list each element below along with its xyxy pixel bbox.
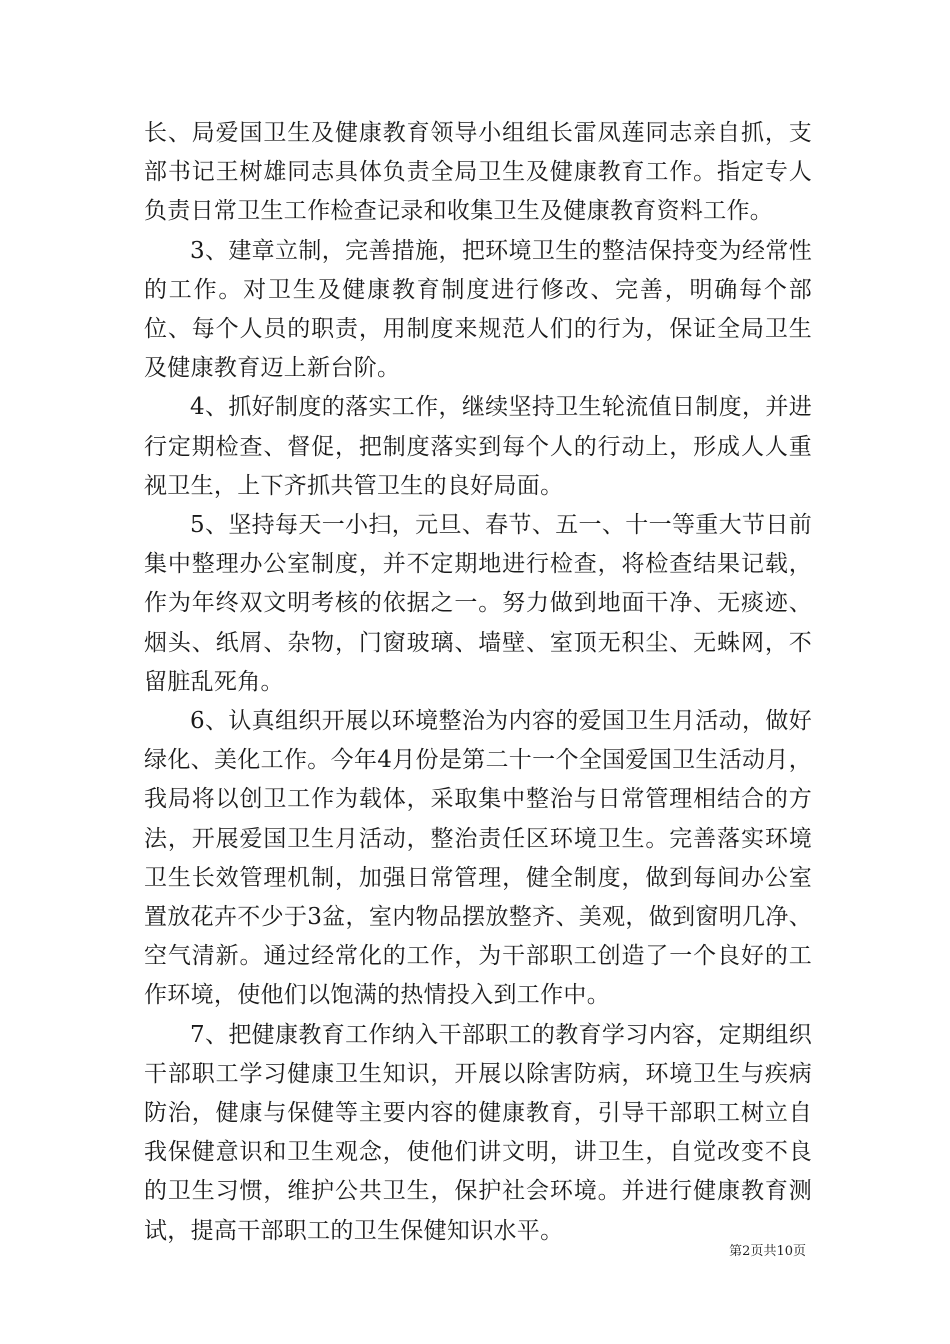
document-body — [144, 114, 812, 1251]
paragraph-item-4: 4、抓好制度的落实工作，继续坚持卫生轮流值日制度，并进行定期检查、督促，把制度落实到每个人的行动上，形成人人重视卫生，上下齐抓共管卫生的良好局面。 — [144, 394, 812, 499]
paragraph-item-3: 3、建章立制，完善措施，把环境卫生的整洁保持变为经常性的工作。对卫生及健康教育制度进行修改、完善，明确每个部位、每个人员的职责，用制度来规范人们的行为，保证全局卫生及健康教育迈上新台阶。 — [144, 237, 812, 382]
page-number-footer: 第2页共10页 — [729, 1244, 806, 1259]
paragraph-item-6: 6、认真组织开展以环境整治为内容的爱国卫生月活动，做好绿化、美化工作。今年4月份是第二十一个全国爱国卫生活动月，我局将以创卫工作为载体，采取集中整治与日常管理相结合的方法，开展爱国卫生月活动，整治责任区环境卫生。完善落实环境卫生长效管理机制，加强日常管理，健全制度，做到每间办公室置放花卉不少于3盆，室内物品摆放整齐、美观，做到窗明几净、空气清新。通过经常化的工作，为干部职工创造了一个良好的工作环境，使他们以饱满的热情投入到工作中。 — [144, 708, 812, 1009]
paragraph-item-7: 7、把健康教育工作纳入干部职工的教育学习内容，定期组织干部职工学习健康卫生知识，开展以除害防病，环境卫生与疾病防治，健康与保健等主要内容的健康教育，引导干部职工树立自我保健意识和卫生观念，使他们讲文明，讲卫生，自觉改变不良的卫生习惯，维护公共卫生，保护社会环境。并进行健康教育测试，提高干部职工的卫生保健知识水平。 — [144, 1021, 812, 1244]
paragraph-item-5: 5、坚持每天一小扫，元旦、春节、五一、十一等重大节日前集中整理办公室制度，并不定期地进行检查，将检查结果记载，作为年终双文明考核的依据之一。努力做到地面干净、无痰迹、烟头、纸屑、杂物，门窗玻璃、墙壁、室顶无积尘、无蛛网，不留脏乱死角。 — [144, 512, 812, 695]
paragraph-continued: 长、局爱国卫生及健康教育领导小组组长雷凤莲同志亲自抓，支部书记王树雄同志具体负责全局卫生及健康教育工作。指定专人负责日常卫生工作检查记录和收集卫生及健康教育资料工作。 — [144, 120, 812, 225]
